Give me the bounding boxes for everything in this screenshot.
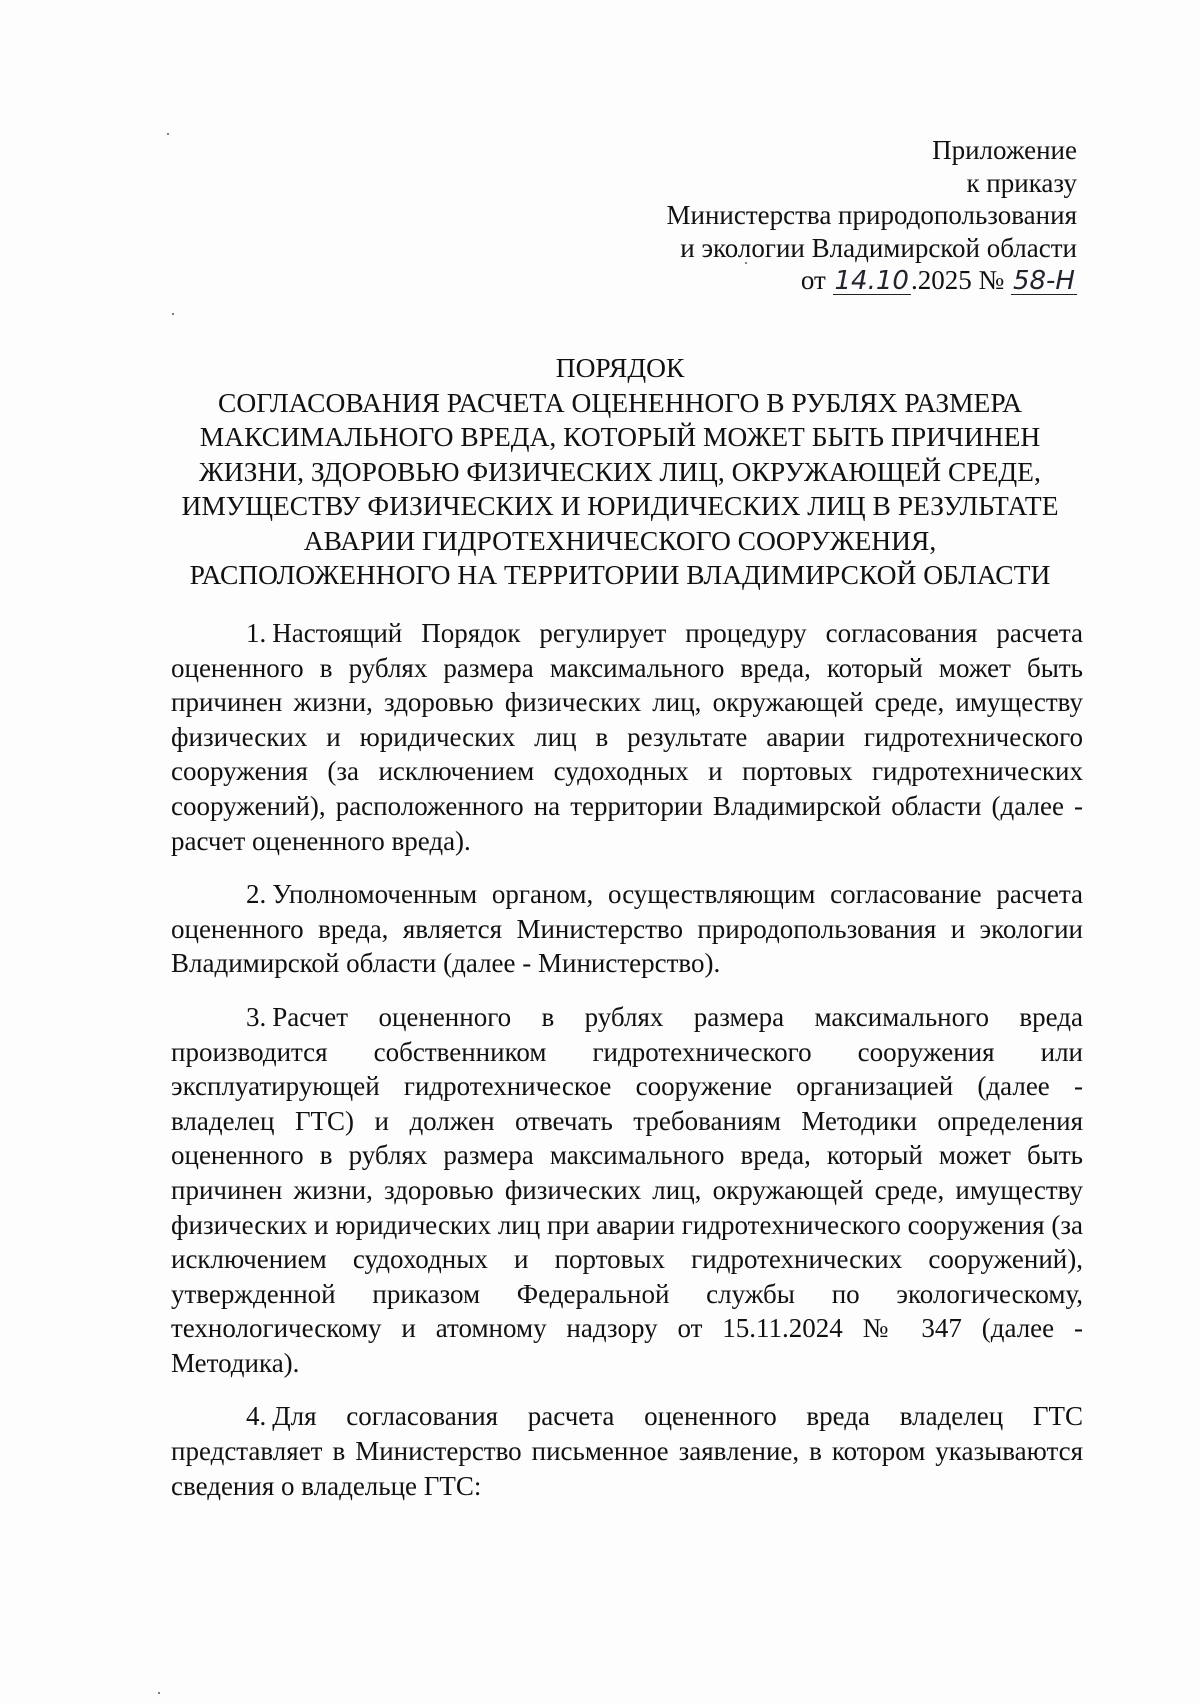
paragraph-number: 2. — [246, 879, 267, 910]
paragraph-number: 4. — [246, 1401, 267, 1432]
paragraph-text: Уполномоченным органом, осуществляющим согласование расчета оцененного вреда, является Министерство природопользования и экологии Владимирской области (далее - Министерство). — [171, 879, 1083, 979]
paragraph-1 — [171, 616, 1083, 858]
paragraph-2 — [171, 877, 1083, 981]
scan-speck — [167, 133, 169, 135]
paragraph-number: 1. — [246, 618, 267, 648]
paragraph-text: Для согласования расчета оцененного вреда владелец ГТС представляет в Министерство письменное заявление, в котором указываются сведения о владельце ГТС: — [171, 1401, 1083, 1501]
date-prefix: от — [800, 265, 826, 295]
order-date-number — [557, 264, 1077, 297]
title-line: ЖИЗНИ, ЗДОРОВЬЮ ФИЗИЧЕСКИХ ЛИЦ, ОКРУЖАЮЩЕЙ СРЕДЕ, — [199, 455, 1041, 487]
scan-speck — [158, 1692, 160, 1694]
paragraph-number: 3. — [246, 1001, 267, 1032]
handwritten-number: 58-Н — [1012, 266, 1075, 296]
scan-speck — [172, 313, 174, 315]
handwritten-date: 14.10 — [834, 266, 909, 296]
number-sign: № — [978, 265, 1005, 295]
appendix-label: Приложение — [932, 135, 1077, 165]
ministry-name-line2: и экологии Владимирской области — [680, 232, 1077, 263]
paragraph-text: Настоящий Порядок регулирует процедуру согласования расчета оцененного в рублях размера максимального вреда, который может быть причинен жизни, здоровью физических лиц, окружающей среде, имуществу физических и юридических лиц в результате аварии гидротехнического сооружения (за исключением судоходных и портовых гидротехнических сооружений), расположенного на территории Владимирской области (далее - расчет оцененного вреда). — [171, 618, 1083, 856]
document-title — [160, 351, 1080, 593]
title-line: РАСПОЛОЖЕННОГО НА ТЕРРИТОРИИ ВЛАДИМИРСКОЙ ОБЛАСТИ — [189, 559, 1051, 590]
title-line: СОГЛАСОВАНИЯ РАСЧЕТА ОЦЕНЕННОГО В РУБЛЯХ РАЗМЕРА — [218, 386, 1022, 418]
scan-speck — [745, 262, 747, 264]
order-reference: к приказу — [966, 167, 1077, 198]
ministry-name-line1: Министерства природопользования — [666, 200, 1077, 230]
date-year: .2025 — [910, 265, 972, 295]
paragraph-3 — [171, 1000, 1083, 1381]
title-line: АВАРИИ ГИДРОТЕХНИЧЕСКОГО СООРУЖЕНИЯ, — [303, 524, 937, 556]
title-line: ИМУЩЕСТВУ ФИЗИЧЕСКИХ И ЮРИДИЧЕСКИХ ЛИЦ В РЕЗУЛЬТАТЕ — [181, 490, 1059, 521]
paragraph-text: Расчет оцененного в рублях размера максимального вреда производится собственником гидротехнического сооружения или эксплуатирующей гидротехническое сооружение организацией (далее - владелец ГТС) и должен отвечать требованиям Методики определения оцененного в рублях размера максимального вреда, который может быть причинен жизни, здоровью физических лиц, окружающей среде, имуществу физических и юридических лиц при аварии гидротехнического сооружения (за исключением судоходных и портовых гидротехнических сооружений), утвержденной приказом Федеральной службы по экологическому, технологическому и атомному надзору от 15.11.2024 № 347 (далее - Методика). — [171, 1001, 1083, 1378]
paragraph-4 — [171, 1399, 1083, 1503]
title-line: МАКСИМАЛЬНОГО ВРЕДА, КОТОРЫЙ МОЖЕТ БЫТЬ ПРИЧИНЕН — [199, 421, 1041, 452]
title-line: ПОРЯДОК — [555, 352, 685, 383]
appendix-header — [557, 134, 1077, 297]
document-body — [171, 616, 1083, 1522]
